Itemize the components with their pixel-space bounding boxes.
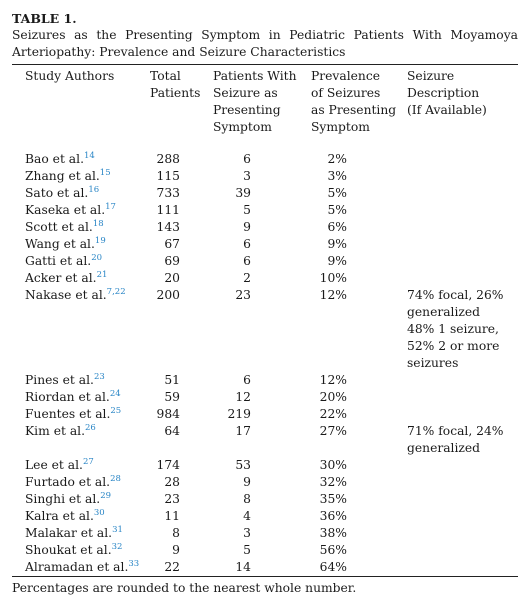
cell-total-value: 11	[164, 509, 180, 523]
cell-prevalence-value: 3%	[327, 169, 347, 183]
reference-link[interactable]: 7,22	[106, 287, 126, 297]
cell-author	[12, 253, 150, 270]
reference-link[interactable]: 21	[96, 270, 108, 280]
reference-link[interactable]: 16	[88, 185, 100, 195]
cell-description	[407, 474, 518, 491]
cell-seizure-count	[213, 372, 311, 389]
cell-seizure-count-value: 39	[235, 186, 251, 200]
cell-author	[12, 389, 150, 406]
cell-total	[150, 219, 213, 236]
reference-link[interactable]: 29	[100, 491, 112, 501]
cell-prevalence-value: 2%	[327, 152, 347, 166]
cell-prevalence-value: 35%	[319, 492, 347, 506]
cell-seizure-count-value: 3	[243, 526, 251, 540]
author-name: Nakase et al.	[25, 288, 107, 302]
cell-description	[407, 423, 518, 457]
cell-seizure-count	[213, 542, 311, 559]
author-name: Bao et al.	[25, 152, 84, 166]
cell-total-value: 22	[164, 560, 180, 574]
cell-author	[12, 270, 150, 287]
header-line: Study Authors	[25, 69, 115, 83]
table-row	[12, 168, 518, 185]
cell-seizure-count	[213, 559, 311, 576]
cell-total	[150, 525, 213, 542]
cell-description	[407, 236, 518, 253]
cell-seizure-count-value: 6	[243, 152, 251, 166]
author-name: Zhang et al.	[25, 169, 100, 183]
cell-total-value: 64	[164, 424, 180, 438]
table-row	[12, 389, 518, 406]
cell-prevalence	[311, 474, 407, 491]
reference-link[interactable]: 20	[91, 253, 103, 263]
reference-link[interactable]: 18	[92, 219, 104, 229]
cell-seizure-count-value: 6	[243, 373, 251, 387]
table-row	[12, 287, 518, 372]
cell-seizure-count	[213, 185, 311, 202]
cell-prevalence	[311, 508, 407, 525]
cell-seizure-count-value: 23	[235, 288, 251, 302]
header-line: as Presenting	[311, 103, 397, 117]
header-line: of Seizures	[311, 86, 381, 100]
reference-link[interactable]: 28	[110, 474, 121, 484]
author-name: Lee et al.	[25, 458, 83, 472]
reference-link[interactable]: 24	[109, 389, 121, 399]
table-body	[12, 143, 518, 576]
cell-seizure-count	[213, 202, 311, 219]
header-line: Seizure	[407, 69, 455, 83]
reference-link[interactable]: 17	[105, 202, 116, 212]
seizure-table	[12, 65, 518, 576]
cell-prevalence	[311, 253, 407, 270]
cell-total	[150, 491, 213, 508]
cell-seizure-count	[213, 525, 311, 542]
table-row	[12, 236, 518, 253]
cell-description	[407, 457, 518, 474]
cell-seizure-count-value: 219	[227, 407, 251, 421]
reference-link[interactable]: 15	[99, 168, 111, 178]
reference-link[interactable]: 32	[111, 542, 123, 552]
reference-link[interactable]: 27	[82, 457, 94, 467]
cell-seizure-count-value: 8	[243, 492, 251, 506]
bottom-rule	[12, 576, 518, 577]
cell-seizure-count	[213, 270, 311, 287]
reference-link[interactable]: 14	[83, 151, 95, 161]
header-line: Symptom	[213, 120, 272, 134]
cell-prevalence-value: 30%	[319, 458, 347, 472]
cell-prevalence-value: 27%	[319, 424, 347, 438]
cell-description	[407, 270, 518, 287]
reference-link[interactable]: 23	[93, 372, 105, 382]
reference-link[interactable]: 19	[94, 236, 106, 246]
cell-author	[12, 287, 150, 372]
cell-seizure-count-value: 6	[243, 237, 251, 251]
cell-total-value: 984	[156, 407, 180, 421]
description-line: 48% 1 seizure,	[407, 322, 499, 336]
cell-total	[150, 508, 213, 525]
cell-total	[150, 287, 213, 372]
cell-seizure-count	[213, 168, 311, 185]
cell-total-value: 20	[164, 271, 180, 285]
reference-link[interactable]: 25	[110, 406, 122, 416]
cell-author	[12, 559, 150, 576]
table-row	[12, 406, 518, 423]
author-name: Wang et al.	[25, 237, 95, 251]
cell-author	[12, 143, 150, 168]
cell-prevalence	[311, 236, 407, 253]
cell-total	[150, 202, 213, 219]
cell-prevalence-value: 22%	[319, 407, 347, 421]
cell-total-value: 288	[156, 152, 180, 166]
table-row	[12, 143, 518, 168]
header-prevalence	[311, 65, 407, 143]
cell-seizure-count-value: 5	[243, 203, 251, 217]
cell-seizure-count-value: 9	[243, 220, 251, 234]
cell-total	[150, 423, 213, 457]
author-name: Malakar et al.	[25, 526, 113, 540]
cell-total	[150, 406, 213, 423]
table-label: TABLE 1.	[12, 11, 77, 26]
author-name: Fuentes et al.	[25, 407, 111, 421]
cell-description	[407, 525, 518, 542]
author-name: Riordan et al.	[25, 390, 110, 404]
cell-prevalence-value: 12%	[319, 373, 347, 387]
cell-total	[150, 143, 213, 168]
author-name: Furtado et al.	[25, 475, 111, 489]
cell-total-value: 733	[156, 186, 180, 200]
cell-seizure-count	[213, 508, 311, 525]
header-line: (If Available)	[407, 103, 487, 117]
table-row	[12, 185, 518, 202]
cell-prevalence-value: 5%	[327, 203, 347, 217]
cell-seizure-count-value: 5	[243, 543, 251, 557]
cell-total	[150, 270, 213, 287]
cell-prevalence-value: 20%	[319, 390, 347, 404]
cell-total-value: 69	[164, 254, 180, 268]
cell-prevalence	[311, 423, 407, 457]
cell-prevalence-value: 12%	[319, 288, 347, 302]
cell-prevalence-value: 38%	[319, 526, 347, 540]
cell-author	[12, 406, 150, 423]
cell-seizure-count-value: 2	[243, 271, 251, 285]
cell-description	[407, 491, 518, 508]
table-title-line-2: Arteriopathy: Prevalence and Seizure Characteristics	[12, 45, 346, 59]
cell-total	[150, 474, 213, 491]
cell-description	[407, 389, 518, 406]
header-line: Presenting	[213, 103, 281, 117]
cell-prevalence	[311, 491, 407, 508]
cell-seizure-count	[213, 389, 311, 406]
cell-total-value: 23	[164, 492, 180, 506]
cell-description	[407, 508, 518, 525]
cell-seizure-count-value: 3	[243, 169, 251, 183]
cell-prevalence	[311, 202, 407, 219]
cell-author	[12, 474, 150, 491]
cell-author	[12, 508, 150, 525]
cell-prevalence	[311, 525, 407, 542]
cell-seizure-count	[213, 143, 311, 168]
table-row	[12, 559, 518, 576]
cell-seizure-count-value: 4	[243, 509, 251, 523]
cell-total-value: 67	[164, 237, 180, 251]
author-name: Acker et al.	[25, 271, 97, 285]
cell-total-value: 143	[156, 220, 180, 234]
cell-total-value: 28	[164, 475, 180, 489]
cell-total	[150, 542, 213, 559]
cell-prevalence-value: 36%	[319, 509, 347, 523]
author-name: Scott et al.	[25, 220, 93, 234]
table-row	[12, 372, 518, 389]
author-name: Kalra et al.	[25, 509, 94, 523]
cell-seizure-count	[213, 287, 311, 372]
author-name: Singhi et al.	[25, 492, 101, 506]
cell-author	[12, 457, 150, 474]
description-line: generalized	[407, 441, 481, 455]
cell-seizure-count	[213, 236, 311, 253]
description-line: 71% focal, 24%	[407, 424, 504, 438]
header-line: Total	[150, 69, 181, 83]
cell-description	[407, 542, 518, 559]
cell-description	[407, 559, 518, 576]
cell-total-value: 200	[156, 288, 180, 302]
cell-author	[12, 202, 150, 219]
cell-total-value: 59	[164, 390, 180, 404]
cell-description	[407, 287, 518, 372]
cell-prevalence	[311, 559, 407, 576]
cell-description	[407, 168, 518, 185]
header-study-authors	[12, 65, 150, 143]
cell-prevalence-value: 9%	[327, 254, 347, 268]
table-row	[12, 253, 518, 270]
cell-author	[12, 219, 150, 236]
cell-author	[12, 168, 150, 185]
cell-seizure-count	[213, 491, 311, 508]
cell-description	[407, 406, 518, 423]
cell-total	[150, 457, 213, 474]
cell-total-value: 111	[156, 203, 180, 217]
cell-seizure-count-value: 14	[235, 560, 251, 574]
reference-link[interactable]: 33	[128, 559, 140, 569]
cell-author	[12, 491, 150, 508]
cell-prevalence	[311, 389, 407, 406]
cell-seizure-count	[213, 423, 311, 457]
cell-prevalence	[311, 287, 407, 372]
cell-author	[12, 423, 150, 457]
cell-author	[12, 372, 150, 389]
cell-prevalence	[311, 542, 407, 559]
description-line: 52% 2 or more	[407, 339, 500, 353]
header-line: Patients With	[213, 69, 297, 83]
cell-prevalence	[311, 185, 407, 202]
cell-prevalence	[311, 372, 407, 389]
cell-seizure-count	[213, 406, 311, 423]
header-row	[12, 65, 518, 143]
cell-description	[407, 219, 518, 236]
cell-seizure-count-value: 6	[243, 254, 251, 268]
reference-link[interactable]: 26	[85, 423, 96, 433]
header-line: Prevalence	[311, 69, 381, 83]
author-name: Sato et al.	[25, 186, 89, 200]
reference-link[interactable]: 30	[93, 508, 105, 518]
cell-total	[150, 168, 213, 185]
cell-total-value: 9	[172, 543, 180, 557]
header-line: Seizure as	[213, 86, 278, 100]
table-row	[12, 457, 518, 474]
cell-prevalence-value: 64%	[319, 560, 347, 574]
header-patients-with-seizure	[213, 65, 311, 143]
cell-prevalence-value: 10%	[319, 271, 347, 285]
cell-description	[407, 202, 518, 219]
author-name: Gatti et al.	[25, 254, 92, 268]
cell-total-value: 174	[156, 458, 180, 472]
cell-author	[12, 525, 150, 542]
cell-prevalence-value: 5%	[327, 186, 347, 200]
table-row	[12, 219, 518, 236]
table-row	[12, 474, 518, 491]
cell-seizure-count-value: 9	[243, 475, 251, 489]
cell-seizure-count	[213, 219, 311, 236]
table-title-line-1: Seizures as the Presenting Symptom in Pediatric Patients With Moyamoya	[12, 28, 518, 42]
table-row	[12, 423, 518, 457]
cell-description	[407, 372, 518, 389]
reference-link[interactable]: 31	[112, 525, 123, 535]
cell-total	[150, 236, 213, 253]
cell-total	[150, 389, 213, 406]
table-row	[12, 202, 518, 219]
cell-total	[150, 253, 213, 270]
author-name: Pines et al.	[25, 373, 94, 387]
cell-prevalence	[311, 406, 407, 423]
cell-author	[12, 236, 150, 253]
cell-prevalence	[311, 270, 407, 287]
cell-seizure-count	[213, 253, 311, 270]
cell-seizure-count-value: 53	[235, 458, 251, 472]
cell-description	[407, 185, 518, 202]
cell-total	[150, 559, 213, 576]
description-line: seizures	[407, 356, 459, 370]
cell-prevalence-value: 32%	[319, 475, 347, 489]
cell-description	[407, 143, 518, 168]
author-name: Alramadan et al.	[25, 560, 129, 574]
cell-seizure-count-value: 12	[235, 390, 251, 404]
cell-prevalence	[311, 143, 407, 168]
table-row	[12, 270, 518, 287]
header-line: Symptom	[311, 120, 370, 134]
author-name: Shoukat et al.	[25, 543, 112, 557]
author-name: Kaseka et al.	[25, 203, 106, 217]
header-line: Patients	[150, 86, 201, 100]
cell-total-value: 8	[172, 526, 180, 540]
cell-prevalence	[311, 219, 407, 236]
table-row	[12, 491, 518, 508]
table-figure	[12, 10, 518, 597]
cell-total-value: 115	[156, 169, 180, 183]
cell-author	[12, 185, 150, 202]
table-footnote: Percentages are rounded to the nearest whole number.	[12, 581, 357, 595]
cell-prevalence	[311, 168, 407, 185]
table-row	[12, 525, 518, 542]
cell-seizure-count-value: 17	[235, 424, 251, 438]
cell-seizure-count	[213, 457, 311, 474]
cell-description	[407, 253, 518, 270]
cell-prevalence-value: 9%	[327, 237, 347, 251]
header-line: Description	[407, 86, 480, 100]
table-row	[12, 542, 518, 559]
cell-total	[150, 185, 213, 202]
cell-prevalence-value: 56%	[319, 543, 347, 557]
cell-author	[12, 542, 150, 559]
cell-prevalence-value: 6%	[327, 220, 347, 234]
author-name: Kim et al.	[25, 424, 85, 438]
cell-total	[150, 372, 213, 389]
description-line: 74% focal, 26%	[407, 288, 504, 302]
header-seizure-description	[407, 65, 518, 143]
cell-prevalence	[311, 457, 407, 474]
cell-seizure-count	[213, 474, 311, 491]
table-row	[12, 508, 518, 525]
description-line: generalized	[407, 305, 481, 319]
header-total-patients	[150, 65, 213, 143]
cell-total-value: 51	[164, 373, 180, 387]
